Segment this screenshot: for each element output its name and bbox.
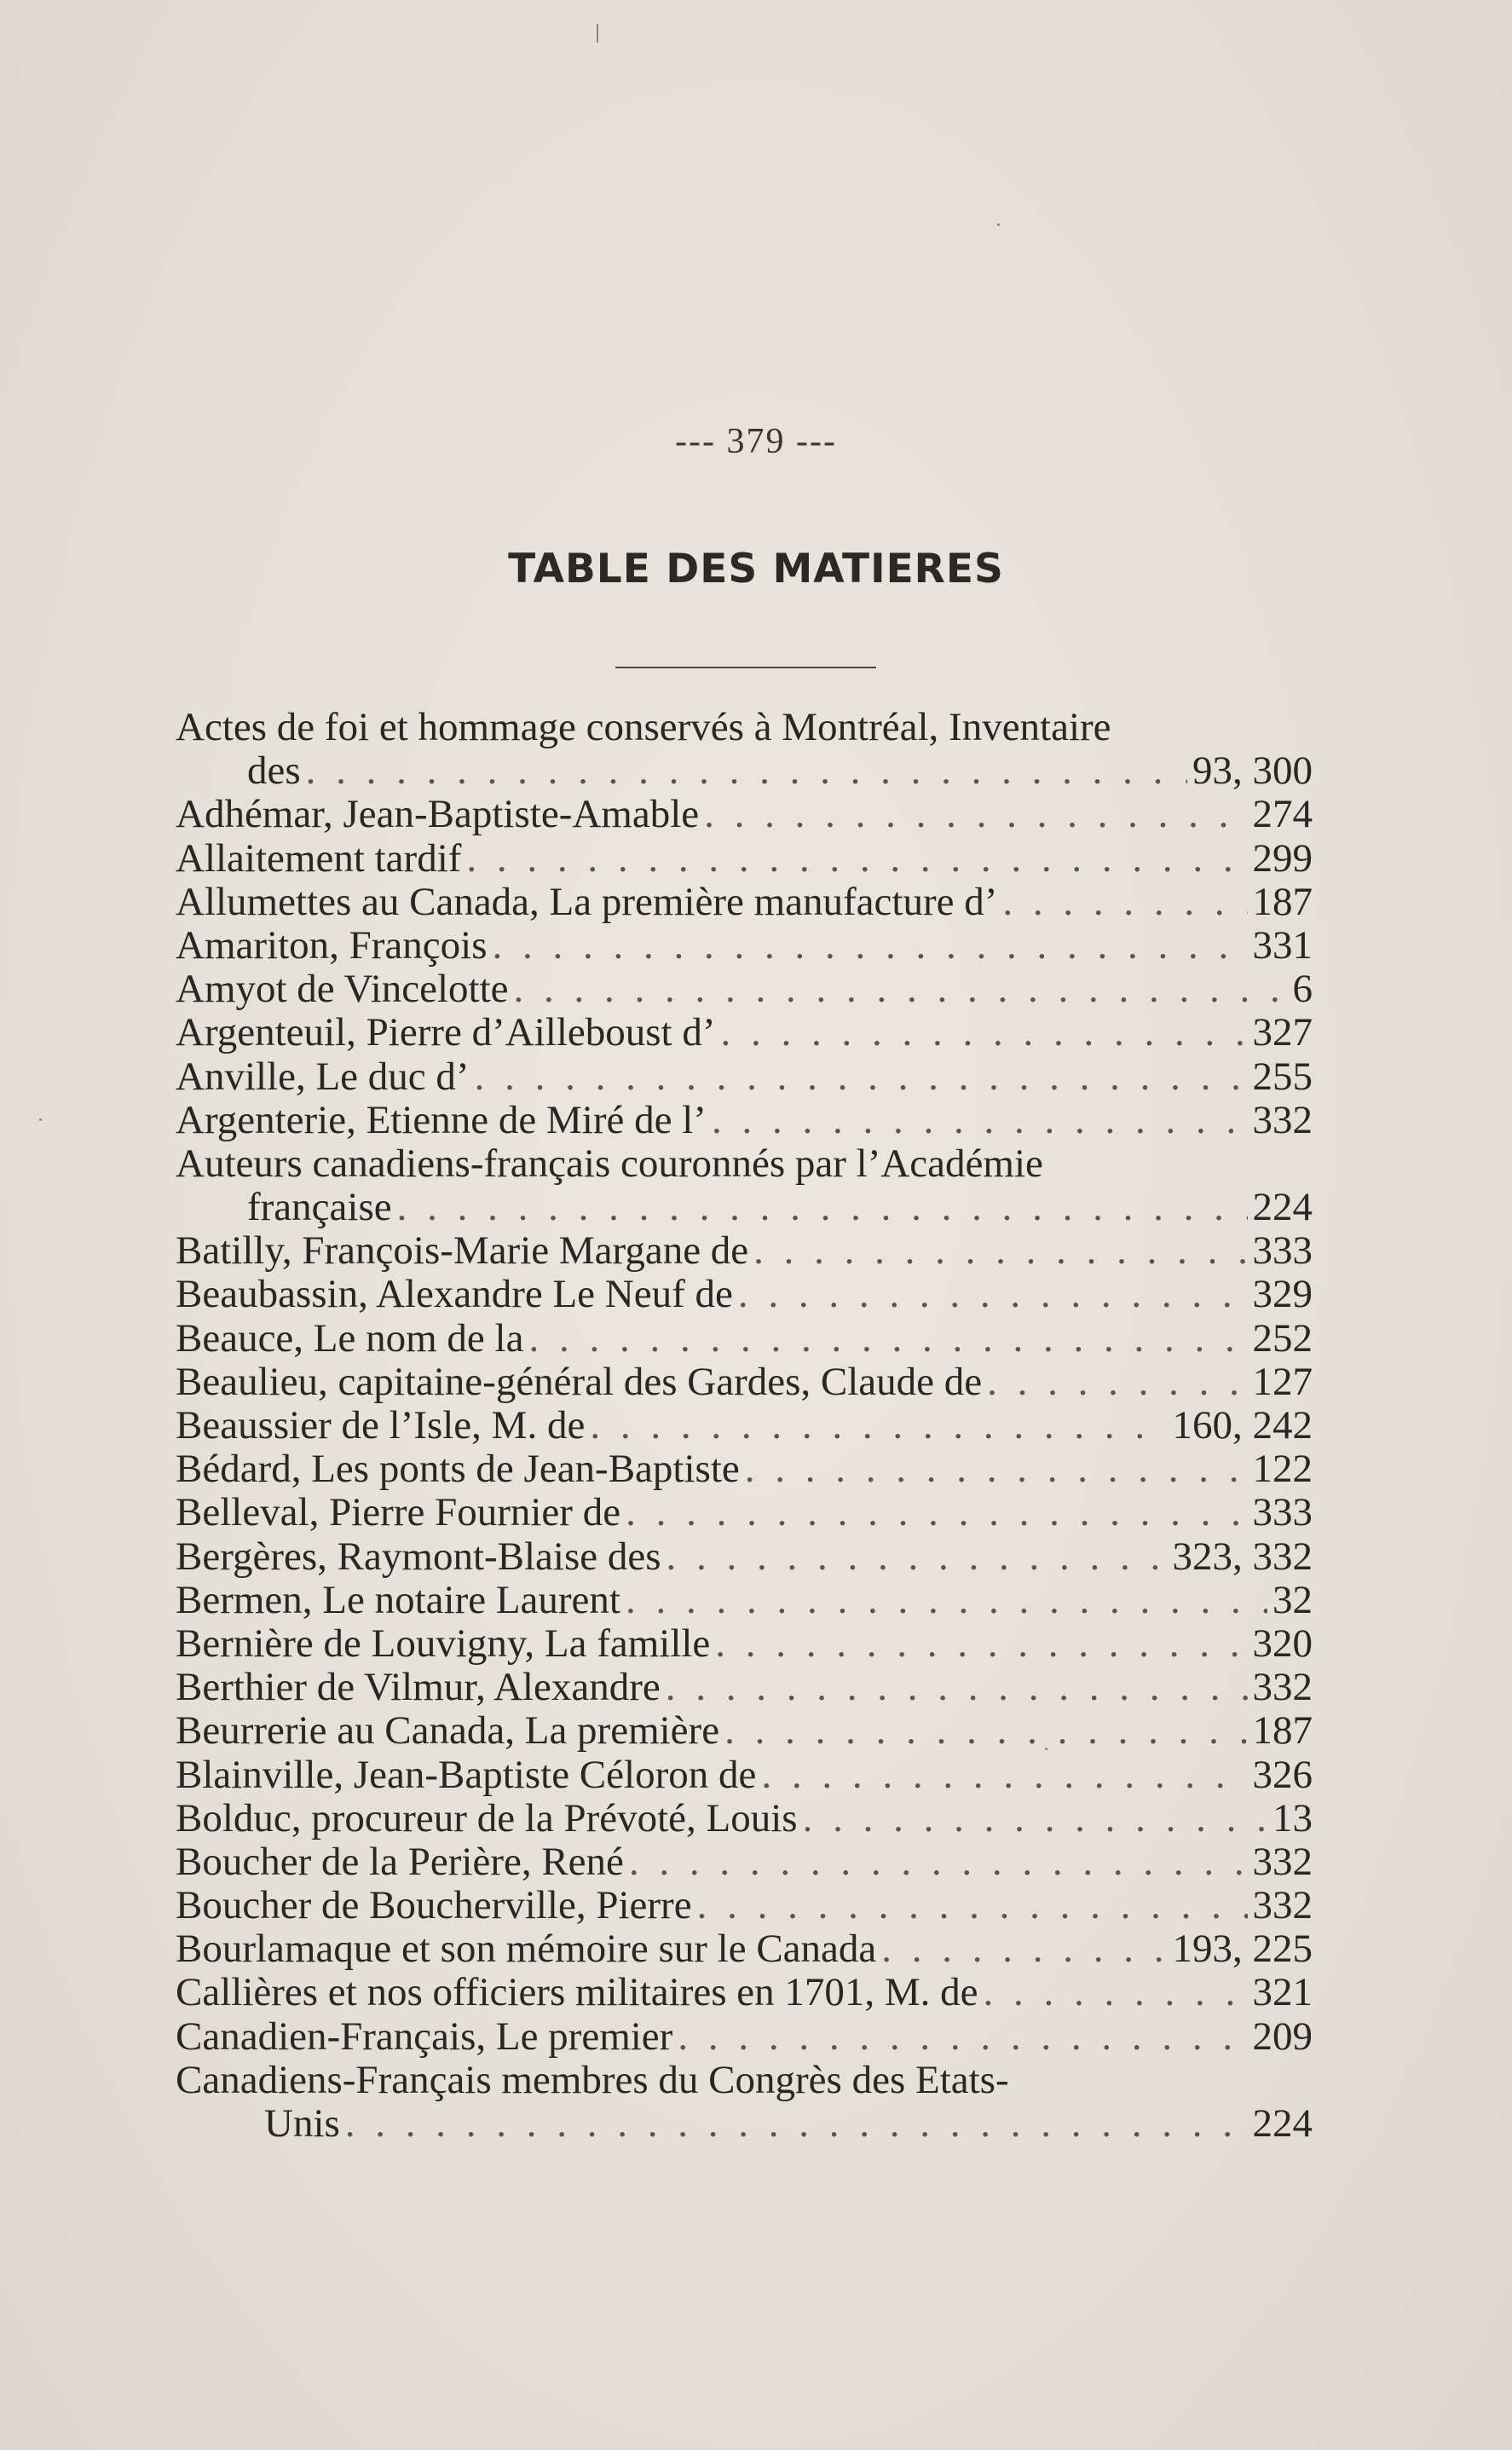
index-entry-pages: 274 xyxy=(1252,792,1313,837)
index-entry-line xyxy=(176,1142,1313,1186)
index-entry-pages: 323, 332 xyxy=(1172,1534,1313,1579)
index-entry-line xyxy=(176,1666,1313,1709)
index-entry-line xyxy=(176,2059,1313,2102)
index-entry-text: Auteurs canadiens-français couronnés par l’Académie xyxy=(176,1141,1043,1186)
index-entry-text: Actes de foi et hommage conservés à Montréal, Inventaire xyxy=(176,705,1111,749)
paper-speck xyxy=(1045,1748,1047,1750)
index-entry-pages: 252 xyxy=(1252,1315,1313,1361)
dot-leader xyxy=(697,1884,1248,1927)
index-entry-line xyxy=(176,1055,1313,1099)
index-entry-line xyxy=(176,1797,1313,1840)
dot-leader xyxy=(626,1579,1267,1622)
index-entry-text: Bédard, Les ponts de Jean-Baptiste xyxy=(176,1447,740,1492)
index-entry-pages: 224 xyxy=(1252,1185,1313,1230)
index-entry-line xyxy=(176,2015,1313,2059)
dot-leader xyxy=(738,1273,1248,1316)
index-entry-line xyxy=(176,837,1313,881)
index-entry-text: Argenteuil, Pierre d’Ailleboust d’ xyxy=(176,1010,716,1055)
index-entry-line xyxy=(176,1579,1313,1622)
index-entry-pages: 209 xyxy=(1252,2014,1313,2059)
index-entry-pages: 6 xyxy=(1292,967,1313,1012)
dot-leader xyxy=(724,1709,1247,1753)
index-entry-pages: 187 xyxy=(1252,879,1313,924)
index-entry-text: Bolduc, procureur de la Prévoté, Louis xyxy=(176,1795,798,1840)
index-entry-line xyxy=(176,1491,1313,1534)
index-entry-pages: 127 xyxy=(1252,1359,1313,1404)
index-entry-text: Bourlamaque et son mémoire sur le Canada xyxy=(176,1927,877,1972)
index-entry-pages: 122 xyxy=(1252,1447,1313,1492)
dot-leader xyxy=(712,1099,1248,1142)
dot-leader xyxy=(666,1666,1248,1709)
title-divider xyxy=(615,667,876,668)
index-entry-line xyxy=(176,1317,1313,1361)
index-entry-line xyxy=(176,924,1313,968)
index-entry-line xyxy=(176,1840,1313,1884)
index-entry-pages: 333 xyxy=(1252,1490,1313,1535)
index-entry-pages: 332 xyxy=(1252,1883,1313,1928)
index-entry-text: Canadiens-Français membres du Congrès des Etats- xyxy=(176,2057,1009,2102)
index-entry-text: Adhémar, Jean-Baptiste-Amable xyxy=(176,792,700,837)
dot-leader xyxy=(590,1404,1167,1447)
index-entry-text: Beaussier de l’Isle, M. de xyxy=(176,1403,586,1447)
index-entry-line xyxy=(176,1447,1313,1491)
index-entry-line xyxy=(176,1273,1313,1316)
index-entry-text: Callières et nos officiers militaires en 1701, M. de xyxy=(176,1970,978,2015)
dot-leader xyxy=(493,924,1248,968)
dot-leader xyxy=(397,1186,1248,1229)
index-entry-continuation: Unis xyxy=(264,2101,340,2146)
index-entry-text: Beaubassin, Alexandre Le Neuf de xyxy=(176,1272,733,1317)
index-entry-text: Belleval, Pierre Fournier de xyxy=(176,1490,621,1535)
dot-leader xyxy=(466,837,1247,881)
index-entry-pages: 331 xyxy=(1252,922,1313,968)
index-entry-pages: 332 xyxy=(1252,1665,1313,1710)
page-number: --- 379 --- xyxy=(675,422,837,461)
index-entry-line xyxy=(176,1754,1313,1797)
dot-leader xyxy=(761,1754,1247,1797)
index-entry-text: Batilly, François-Marie Margane de xyxy=(176,1228,749,1274)
index-entry-pages: 329 xyxy=(1252,1272,1313,1317)
index-entry-text: Bernière de Louvigny, La famille xyxy=(176,1621,711,1666)
index-entry-pages: 193, 225 xyxy=(1172,1927,1313,1972)
dot-leader xyxy=(715,1622,1247,1666)
dot-leader xyxy=(514,968,1288,1011)
index-entry-line xyxy=(176,1361,1313,1404)
index-entry-line xyxy=(176,2102,1313,2146)
index-entry-pages: 299 xyxy=(1252,835,1313,881)
index-entry-text: Allaitement tardif xyxy=(176,835,462,881)
index-entry-pages: 13 xyxy=(1273,1795,1313,1840)
index-entry-text: Canadien-Français, Le premier xyxy=(176,2014,673,2059)
index-entry-text: Anville, Le duc d’ xyxy=(176,1054,470,1099)
index-entry-line xyxy=(176,1884,1313,1927)
index-entry-pages: 333 xyxy=(1252,1228,1313,1274)
index-entry-text: Beaulieu, capitaine-général des Gardes, Claude de xyxy=(176,1359,983,1404)
index-entry-pages: 326 xyxy=(1252,1752,1313,1797)
index-entry-pages: 321 xyxy=(1252,1970,1313,2015)
index-entry-line xyxy=(176,793,1313,836)
index-entry-pages: 93, 300 xyxy=(1192,748,1313,794)
dot-leader xyxy=(528,1317,1247,1361)
index-entry-pages: 332 xyxy=(1252,1097,1313,1142)
index-entry-line xyxy=(176,1622,1313,1666)
index-entry-text: Beurrerie au Canada, La première xyxy=(176,1708,720,1754)
index-entry-pages: 255 xyxy=(1252,1054,1313,1099)
dot-leader xyxy=(704,793,1247,836)
index-entry-line xyxy=(176,1709,1313,1753)
index-entry-line xyxy=(176,968,1313,1011)
index-entry-continuation: française xyxy=(247,1185,392,1230)
index-entry-line xyxy=(176,881,1313,924)
index-entry-line xyxy=(176,749,1313,793)
index-entry-text: Bergères, Raymont-Blaise des xyxy=(176,1534,661,1579)
index-entry-line xyxy=(176,1535,1313,1579)
index-entry-continuation: des xyxy=(247,748,301,794)
index-entry-pages: 332 xyxy=(1252,1839,1313,1884)
index-entry-pages: 320 xyxy=(1252,1621,1313,1666)
dot-leader xyxy=(306,749,1187,793)
index-entry-text: Boucher de Boucherville, Pierre xyxy=(176,1883,692,1928)
index-entry-text: Bermen, Le notaire Laurent xyxy=(176,1577,620,1622)
index-entry-line xyxy=(176,1011,1313,1055)
dot-leader xyxy=(753,1229,1247,1273)
index-entry-text: Beauce, Le nom de la xyxy=(176,1315,524,1361)
dot-leader xyxy=(721,1011,1248,1055)
index-entry-pages: 32 xyxy=(1273,1577,1313,1622)
index-entry-text: Boucher de la Perière, René xyxy=(176,1839,624,1884)
dot-leader xyxy=(345,2102,1248,2146)
paper-speck xyxy=(997,223,1000,226)
dot-leader xyxy=(667,1535,1168,1579)
index-entry-text: Berthier de Vilmur, Alexandre xyxy=(176,1665,661,1710)
dot-leader xyxy=(745,1447,1248,1491)
index-entry-line xyxy=(176,1099,1313,1142)
paper-mark xyxy=(597,24,598,43)
index-entries-list xyxy=(176,706,1313,2146)
dot-leader xyxy=(626,1491,1247,1534)
index-entry-line xyxy=(176,706,1313,749)
index-entry-pages: 327 xyxy=(1252,1010,1313,1055)
dot-leader xyxy=(475,1055,1248,1099)
index-entry-text: Argenterie, Etienne de Miré de l’ xyxy=(176,1097,707,1142)
index-entry-pages: 160, 242 xyxy=(1172,1403,1313,1447)
dot-leader xyxy=(987,1361,1247,1404)
dot-leader xyxy=(803,1797,1267,1840)
index-entry-text: Amyot de Vincelotte xyxy=(176,967,509,1012)
index-entry-line xyxy=(176,1186,1313,1229)
index-entry-line xyxy=(176,1927,1313,1971)
index-entry-line xyxy=(176,1971,1313,2014)
index-entry-text: Amariton, François xyxy=(176,922,488,968)
paper-speck xyxy=(39,1118,42,1121)
index-entry-line xyxy=(176,1404,1313,1447)
dot-leader xyxy=(629,1840,1248,1884)
index-entry-pages: 187 xyxy=(1252,1708,1313,1754)
dot-leader xyxy=(1002,881,1247,924)
index-entry-text: Allumettes au Canada, La première manufacture d’ xyxy=(176,879,998,924)
index-entry-line xyxy=(176,1229,1313,1273)
dot-leader xyxy=(984,1971,1248,2014)
page-title: TABLE DES MATIERES xyxy=(508,546,1004,592)
index-entry-pages: 224 xyxy=(1252,2101,1313,2146)
dot-leader xyxy=(881,1927,1167,1971)
dot-leader xyxy=(678,2015,1247,2059)
index-entry-text: Blainville, Jean-Baptiste Céloron de xyxy=(176,1752,757,1797)
